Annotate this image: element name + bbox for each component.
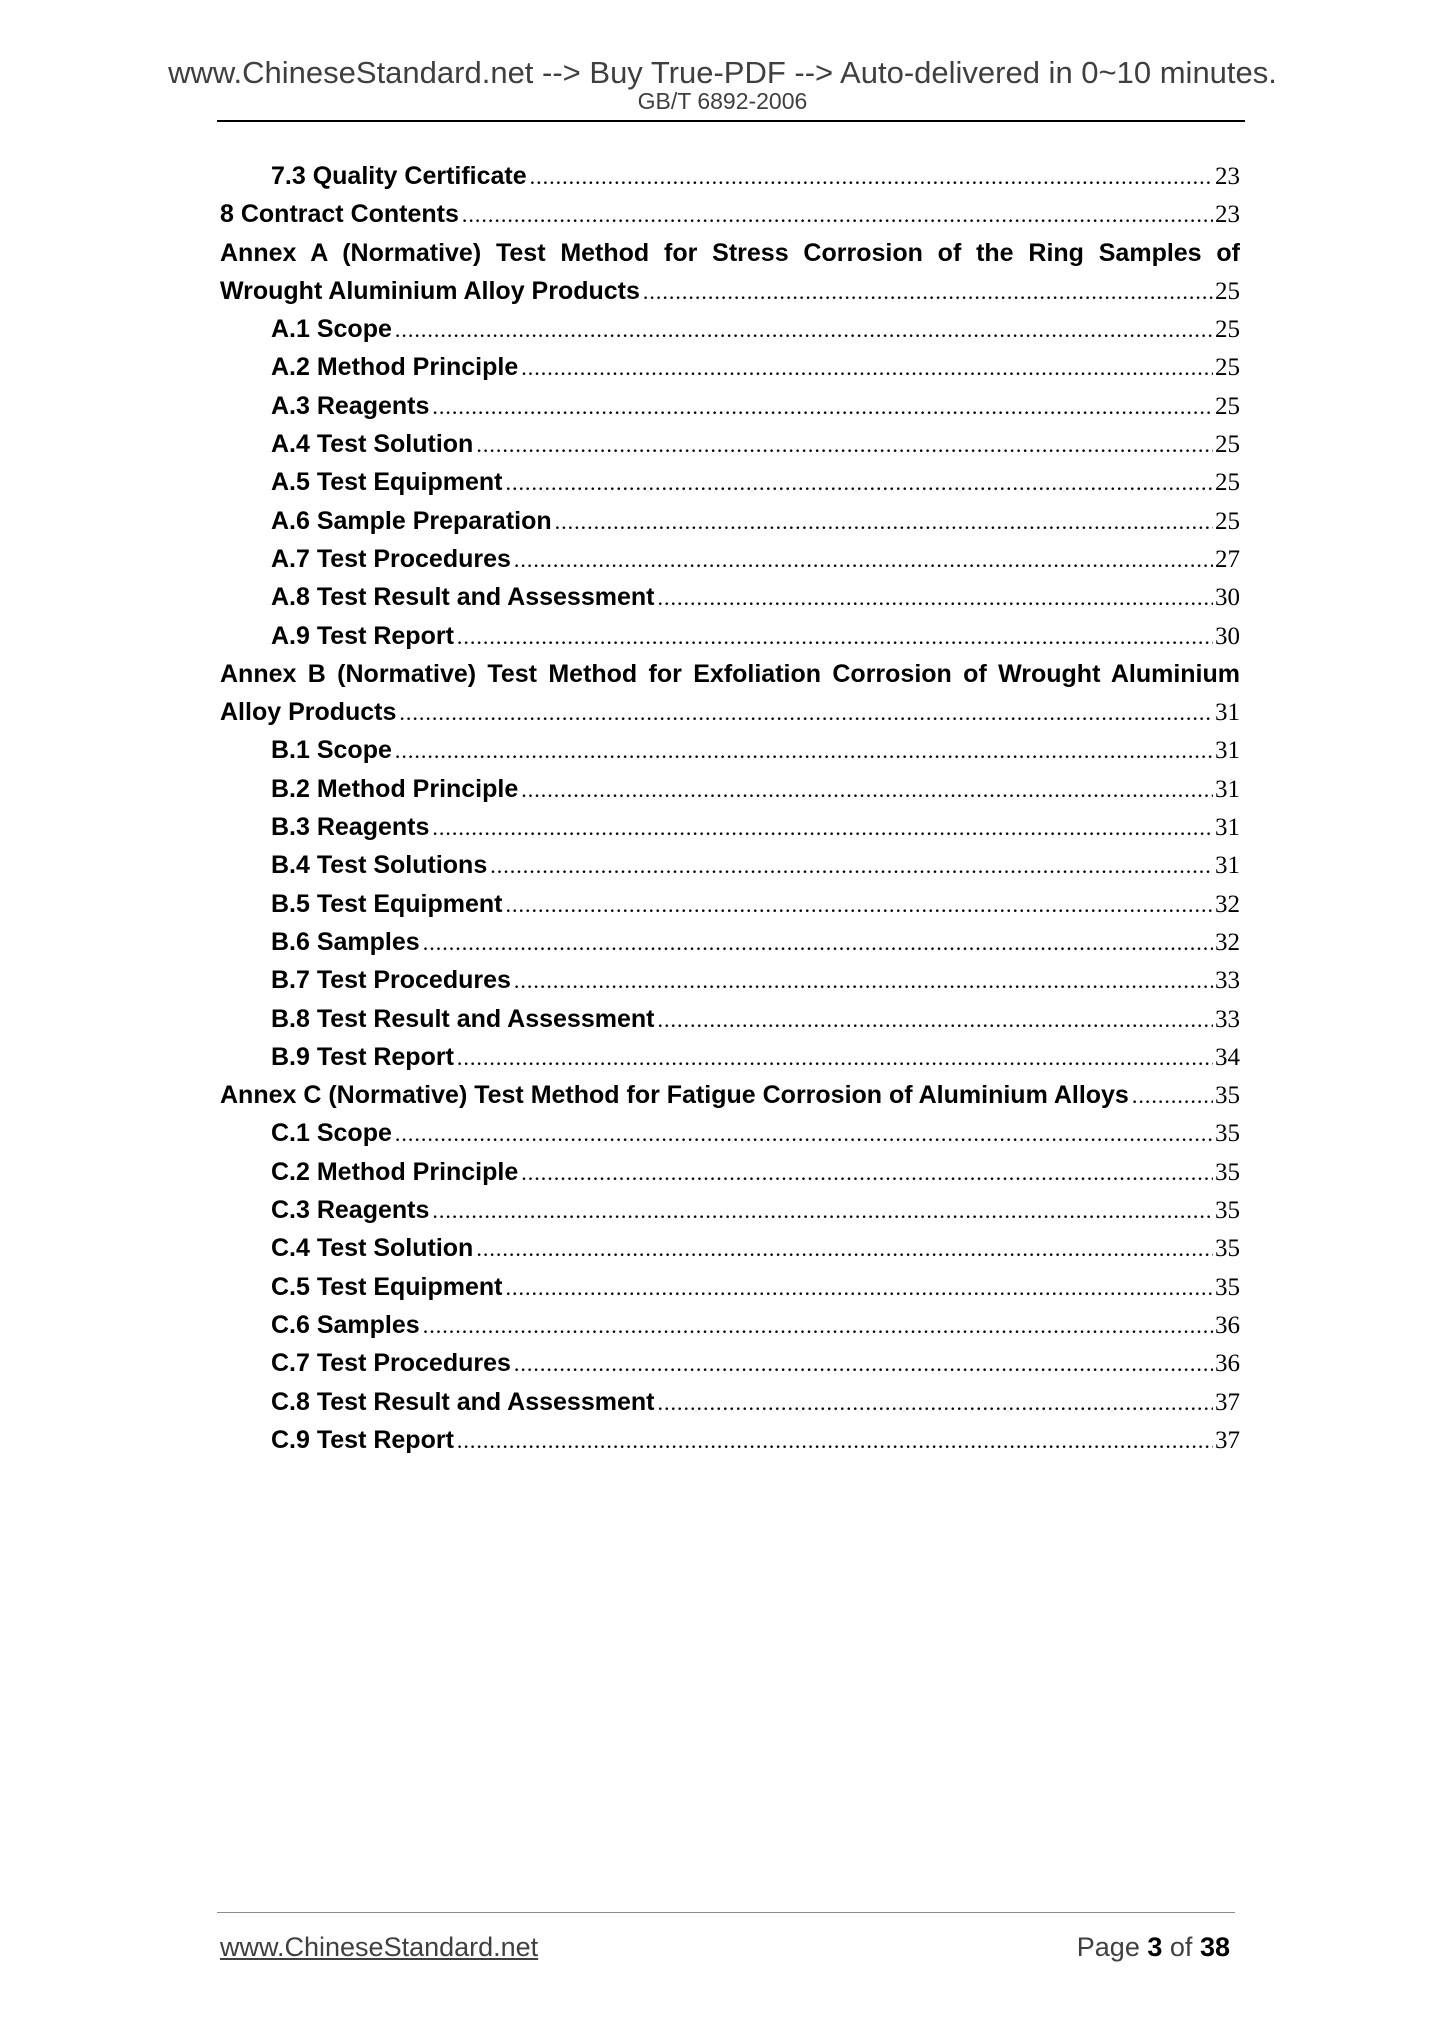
toc-entry-page: 25 <box>1215 316 1240 344</box>
dot-leader <box>514 1345 1213 1383</box>
dot-leader <box>506 464 1213 502</box>
toc-entry[interactable] <box>220 463 1240 501</box>
toc-entry-title: 8 Contract Contents <box>220 200 459 229</box>
dot-leader <box>657 1384 1213 1422</box>
dot-leader <box>399 694 1213 732</box>
dot-leader <box>514 541 1213 579</box>
toc-entry-page: 35 <box>1215 1273 1240 1301</box>
toc-entry-title: B.1 Scope <box>271 736 392 765</box>
footer-page-number <box>1077 1932 1230 1962</box>
page-current: 3 <box>1147 1932 1163 1962</box>
toc-entry-page: 36 <box>1215 1350 1240 1378</box>
dot-leader <box>476 1230 1213 1268</box>
toc-entry-page: 37 <box>1215 1426 1240 1454</box>
toc-entry-title: B.4 Test Solutions <box>271 851 488 880</box>
dot-leader <box>432 1192 1213 1230</box>
dot-leader <box>521 349 1213 387</box>
toc-entry[interactable] <box>220 885 1240 923</box>
toc-entry-title: C.6 Samples <box>271 1310 420 1339</box>
dot-leader <box>490 847 1213 885</box>
footer-divider <box>217 1912 1235 1913</box>
dot-leader <box>423 924 1213 962</box>
toc-entry-page: 25 <box>1215 354 1240 382</box>
toc-entry[interactable] <box>220 1191 1240 1229</box>
toc-entry-page: 35 <box>1215 1235 1240 1263</box>
toc-entry-page: 25 <box>1215 277 1240 305</box>
page-total: 38 <box>1199 1932 1230 1962</box>
toc-entry[interactable] <box>220 195 1240 233</box>
toc-entry[interactable] <box>220 1038 1240 1076</box>
toc-entry-title: C.9 Test Report <box>271 1425 454 1454</box>
toc-entry-page: 25 <box>1215 431 1240 459</box>
dot-leader <box>395 311 1213 349</box>
dot-leader <box>555 503 1213 541</box>
toc-entry-page: 31 <box>1215 775 1240 803</box>
table-of-contents <box>220 157 1240 1459</box>
toc-entry-title: A.3 Reagents <box>271 391 430 420</box>
toc-entry[interactable] <box>220 770 1240 808</box>
footer-site-link[interactable]: www.ChineseStandard.net <box>220 1932 539 1962</box>
dot-leader <box>657 1001 1213 1039</box>
dot-leader <box>506 1269 1213 1307</box>
toc-entry-page: 34 <box>1215 1043 1240 1071</box>
header-banner[interactable]: www.ChineseStandard.net --> Buy True-PDF --> Auto-delivered in 0~10 minutes. <box>168 55 1277 90</box>
toc-entry[interactable] <box>220 1229 1240 1267</box>
header-divider <box>217 120 1245 122</box>
toc-entry-page: 32 <box>1215 928 1240 956</box>
toc-entry-title: C.4 Test Solution <box>271 1234 474 1263</box>
toc-entry[interactable] <box>220 348 1240 386</box>
toc-entry[interactable] <box>220 1153 1240 1191</box>
toc-entry[interactable] <box>220 157 1240 195</box>
toc-entry[interactable] <box>220 923 1240 961</box>
dot-leader <box>423 1307 1213 1345</box>
toc-entry-title: C.2 Method Principle <box>271 1157 519 1186</box>
toc-entry[interactable] <box>220 1076 1240 1114</box>
toc-entry-page: 32 <box>1215 890 1240 918</box>
toc-entry-title-line2: Alloy Products <box>220 698 397 727</box>
toc-entry-title: A.9 Test Report <box>271 621 454 650</box>
dot-leader <box>521 1154 1213 1192</box>
toc-entry-title: A.8 Test Result and Assessment <box>271 583 655 612</box>
toc-entry[interactable] <box>220 617 1240 655</box>
toc-entry-title: A.6 Sample Preparation <box>271 506 552 535</box>
toc-entry-title: 7.3 Quality Certificate <box>271 162 527 190</box>
toc-entry[interactable] <box>220 1114 1240 1152</box>
dot-leader <box>432 809 1213 847</box>
toc-entry-page: 36 <box>1215 1311 1240 1339</box>
toc-entry-title: B.3 Reagents <box>271 813 430 842</box>
toc-entry[interactable] <box>220 961 1240 999</box>
toc-entry-page: 23 <box>1215 163 1240 190</box>
toc-entry-title: B.5 Test Equipment <box>271 889 503 918</box>
toc-entry-page: 35 <box>1215 1158 1240 1186</box>
dot-leader <box>530 158 1213 196</box>
toc-entry[interactable] <box>220 731 1240 769</box>
toc-entry[interactable] <box>220 846 1240 884</box>
toc-entry[interactable] <box>220 578 1240 616</box>
dot-leader <box>457 618 1213 656</box>
dot-leader <box>462 196 1213 234</box>
toc-entry-page: 31 <box>1215 699 1240 727</box>
toc-entry-page: 25 <box>1215 392 1240 420</box>
toc-entry-title: B.2 Method Principle <box>271 774 519 803</box>
toc-entry-title: C.5 Test Equipment <box>271 1272 503 1301</box>
toc-entry-title-line1: Annex A (Normative) Test Method for Stress Corrosion of the Ring Samples of <box>220 238 1240 267</box>
dot-leader <box>476 426 1213 464</box>
toc-entry[interactable] <box>220 1000 1240 1038</box>
dot-leader <box>506 886 1213 924</box>
toc-entry-page: 37 <box>1215 1388 1240 1416</box>
toc-entry-title-line1: Annex B (Normative) Test Method for Exfoliation Corrosion of Wrought Aluminium <box>220 659 1240 688</box>
toc-entry[interactable] <box>220 502 1240 540</box>
toc-entry-page: 27 <box>1215 545 1240 573</box>
toc-entry-title: C.8 Test Result and Assessment <box>271 1387 655 1416</box>
dot-leader <box>457 1422 1213 1460</box>
toc-entry-title: B.7 Test Procedures <box>271 966 511 995</box>
toc-entry[interactable] <box>220 1421 1240 1459</box>
toc-entry-title: B.8 Test Result and Assessment <box>271 1004 655 1033</box>
dot-leader <box>521 771 1213 809</box>
toc-entry[interactable] <box>220 1306 1240 1344</box>
toc-entry-title: A.1 Scope <box>271 315 392 344</box>
toc-entry-title-line2: Wrought Aluminium Alloy Products <box>220 276 640 305</box>
toc-entry[interactable] <box>220 387 1240 425</box>
toc-entry-page: 23 <box>1215 201 1240 229</box>
toc-entry-page: 31 <box>1215 737 1240 765</box>
toc-entry-page: 31 <box>1215 814 1240 842</box>
dot-leader <box>657 579 1213 617</box>
page-prefix: Page <box>1076 1932 1140 1962</box>
toc-entry-page: 30 <box>1215 622 1240 650</box>
toc-entry-page: 33 <box>1215 967 1240 995</box>
toc-entry[interactable] <box>220 234 1240 311</box>
toc-entry-page: 25 <box>1215 469 1240 497</box>
toc-entry-page: 33 <box>1215 1005 1240 1033</box>
toc-entry-title: C.7 Test Procedures <box>271 1349 511 1378</box>
toc-entry[interactable] <box>220 1268 1240 1306</box>
dot-leader <box>643 273 1213 311</box>
toc-entry[interactable] <box>220 1383 1240 1421</box>
toc-entry[interactable] <box>220 655 1240 732</box>
toc-entry-page: 30 <box>1215 584 1240 612</box>
toc-entry[interactable] <box>220 808 1240 846</box>
toc-entry[interactable] <box>220 540 1240 578</box>
toc-entry-title: B.9 Test Report <box>271 1042 454 1071</box>
toc-entry-title: C.1 Scope <box>271 1119 392 1148</box>
dot-leader <box>395 732 1213 770</box>
toc-entry-page: 31 <box>1215 852 1240 880</box>
toc-entry-title: A.2 Method Principle <box>271 353 519 382</box>
toc-entry-page: 35 <box>1215 1120 1240 1148</box>
toc-entry-title: C.3 Reagents <box>271 1196 430 1225</box>
standard-code: GB/T 6892-2006 <box>637 88 808 114</box>
toc-entry-title: B.6 Samples <box>271 927 420 956</box>
toc-entry-title: Annex C (Normative) Test Method for Fatigue Corrosion of Aluminium Alloys <box>220 1081 1129 1110</box>
dot-leader <box>457 1039 1213 1077</box>
toc-entry-title: A.7 Test Procedures <box>271 544 511 573</box>
toc-entry-page: 35 <box>1215 1082 1240 1110</box>
toc-entry-page: 35 <box>1215 1197 1240 1225</box>
dot-leader <box>514 962 1213 1000</box>
toc-entry-title: A.4 Test Solution <box>271 430 474 459</box>
dot-leader <box>432 388 1213 426</box>
toc-entry-page: 25 <box>1215 507 1240 535</box>
dot-leader <box>1132 1077 1213 1115</box>
toc-entry-title: A.5 Test Equipment <box>271 468 503 497</box>
page-of: of <box>1169 1932 1193 1962</box>
toc-entry[interactable] <box>220 1344 1240 1382</box>
dot-leader <box>395 1115 1213 1153</box>
toc-entry[interactable] <box>220 425 1240 463</box>
toc-entry[interactable] <box>220 310 1240 348</box>
